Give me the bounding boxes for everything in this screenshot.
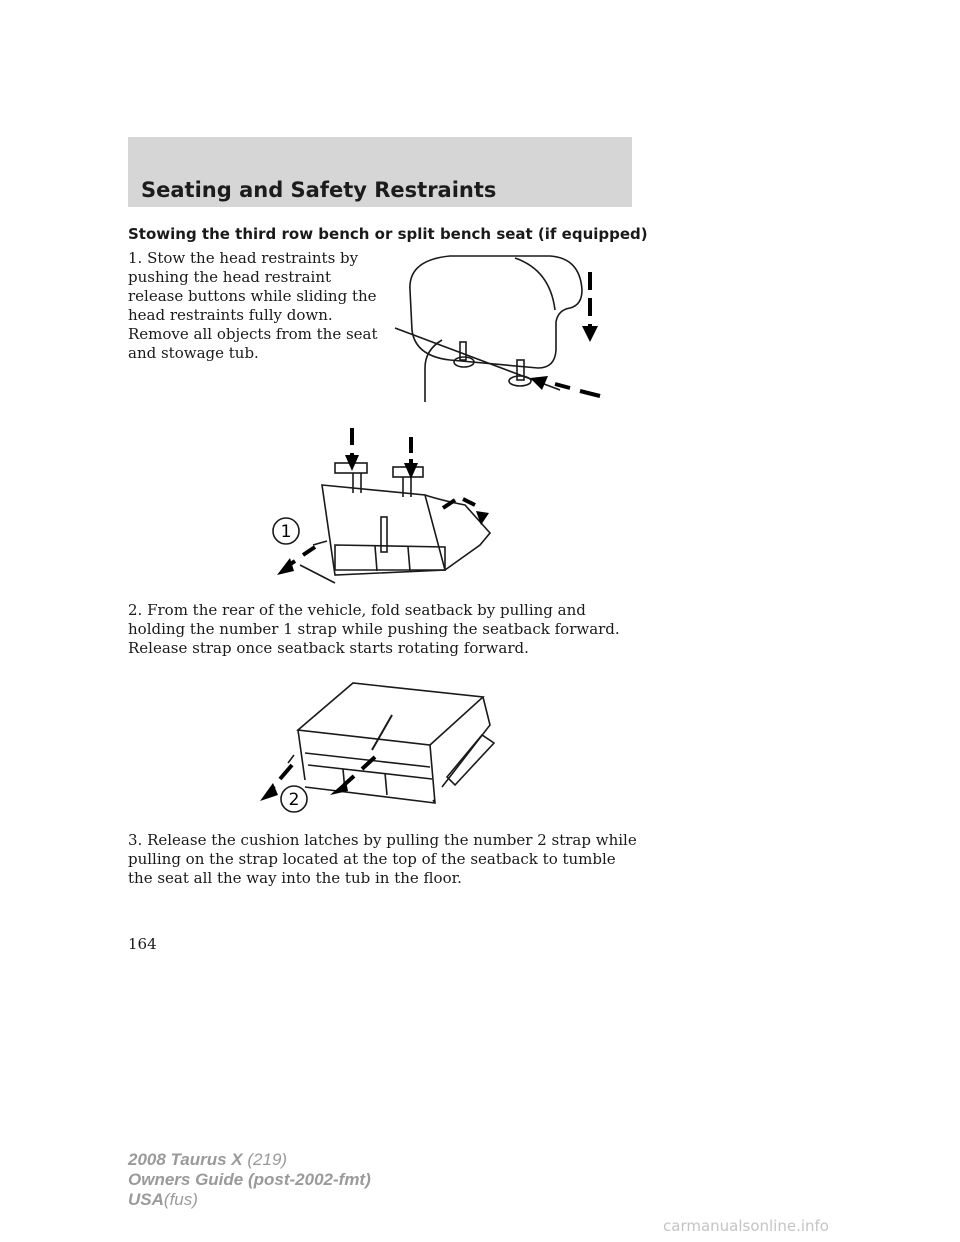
footer-guide-format: Owners Guide (post-2002-fmt) xyxy=(128,1170,371,1189)
step-1-text: 1. Stow the head restraints by pushing the head restraint release buttons while sliding the head restraints fully down. Remove all objects from the seat and stowage tub. xyxy=(128,249,378,362)
footer-market: USA xyxy=(128,1190,164,1209)
head-restraint-illustration xyxy=(380,250,610,410)
page-title: Seating and Safety Restraints xyxy=(141,178,497,202)
footer-identification xyxy=(128,1150,371,1210)
callout-1-label: 1 xyxy=(280,522,292,542)
callout-2-label: 2 xyxy=(288,790,300,810)
cushion-tumble-illustration xyxy=(250,675,510,820)
section-heading: Stowing the third row bench or split bench seat (if equipped) xyxy=(128,225,648,243)
footer-market-code: (fus) xyxy=(163,1190,198,1209)
footer-model-code: (219) xyxy=(247,1150,288,1169)
step-2-text: 2. From the rear of the vehicle, fold seatback by pulling and holding the number 1 strap while pushing the seatback forward. Release strap once seatback starts rotating forward. xyxy=(128,601,620,657)
page-number: 164 xyxy=(128,935,157,953)
seatback-fold-illustration xyxy=(265,425,505,600)
step-3-text: 3. Release the cushion latches by pulling the number 2 strap while pulling on the strap located at the top of the seatback to tumble the seat all the way into the tub in the floor. xyxy=(128,831,637,887)
watermark: carmanualsonline.info xyxy=(663,1217,829,1235)
footer-model: 2008 Taurus X xyxy=(128,1150,243,1169)
